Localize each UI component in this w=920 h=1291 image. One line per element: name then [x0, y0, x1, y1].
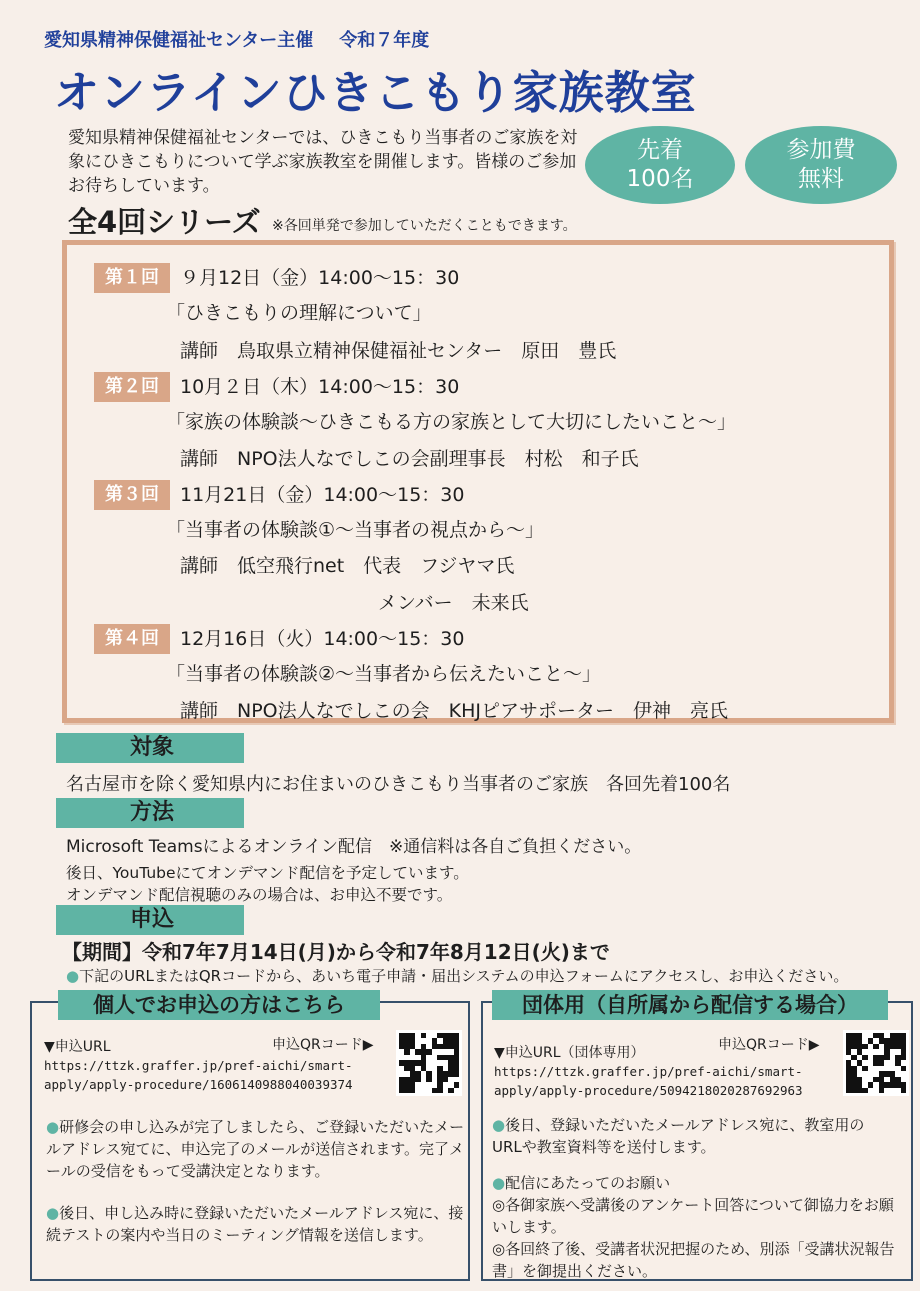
capacity-badge — [585, 126, 735, 204]
session-3-lecturer-2: メンバー 未来氏 — [378, 592, 529, 614]
individual-para-1-text: 研修会の申し込みが完了しましたら、ご登録いただいたメールアドレス宛てに、申込完了のメールが送信されます。完了メールの受信をもって受講決定となります。 — [46, 1118, 465, 1180]
organizer-line — [44, 26, 429, 52]
individual-qr-code[interactable] — [396, 1030, 462, 1096]
session-1-topic: 「ひきこもりの理解について」 — [166, 302, 432, 324]
individual-url-line-2[interactable]: apply/apply-procedure/1606140988040039374 — [44, 1077, 353, 1092]
session-2-date: 10月２日（木）14:00～15：30 — [180, 376, 460, 398]
session-1-date: ９月12日（金）14:00～15：30 — [180, 267, 460, 289]
bullet-dot-icon: ● — [66, 967, 80, 985]
group-notice-title-text: 配信にあたってのお願い — [505, 1174, 671, 1192]
individual-para-1 — [46, 1116, 466, 1182]
individual-qr-label: 申込QRコード▶ — [272, 1037, 374, 1053]
session-4-badge: 第４回 — [94, 624, 170, 654]
group-para-1-text: 後日、登録いただいたメールアドレス宛に、教室用のURLや教室資料等を送付します。 — [492, 1116, 865, 1156]
session-1-badge: 第１回 — [94, 263, 170, 293]
group-url-label: ▼申込URL（団体専用） — [494, 1045, 645, 1061]
qr-module — [901, 1088, 906, 1093]
session-3-topic: 「当事者の体験談①～当事者の視点から～」 — [166, 519, 545, 541]
session-4-topic: 「当事者の体験談②～当事者から伝えたいこと～」 — [166, 663, 602, 685]
group-qr-code[interactable] — [843, 1030, 909, 1096]
capacity-badge-bottom: 100名 — [626, 166, 694, 192]
series-note: ※各回単発で参加していただくこともできます。 — [272, 218, 577, 234]
fiscal-year: 令和７年度 — [339, 30, 430, 51]
bullet-dot-icon: ● — [46, 1204, 60, 1222]
session-1-lecturer: 講師 鳥取県立精神保健福祉センター 原田 豊氏 — [180, 340, 617, 362]
individual-apply-header: 個人でお申込の方はこちら — [58, 990, 380, 1020]
group-para-1 — [492, 1114, 892, 1158]
application-label: 申込 — [56, 905, 244, 935]
application-access — [66, 965, 848, 986]
group-url-line-1[interactable]: https://ttzk.graffer.jp/pref-aichi/smart- — [494, 1064, 803, 1079]
bullet-dot-icon: ● — [492, 1174, 506, 1192]
method-label: 方法 — [56, 798, 244, 828]
session-3-lecturer: 講師 低空飛行net 代表 フジヤマ氏 — [180, 555, 515, 577]
application-access-text: 下記のURLまたはQRコードから、あいち電子申請・届出システムの申込フォームにアクセスし、お申込ください。 — [79, 967, 849, 985]
group-apply-header: 団体用（自所属から配信する場合） — [492, 990, 888, 1020]
method-line-1: Microsoft Teamsによるオンライン配信 ※通信料は各自ご負担ください。 — [66, 837, 642, 857]
session-2-badge: 第２回 — [94, 372, 170, 402]
fee-badge — [745, 126, 897, 204]
group-qr-label: 申込QRコード▶ — [718, 1037, 820, 1053]
group-para-2 — [492, 1172, 906, 1282]
session-4-date: 12月16日（火）14:00～15：30 — [180, 628, 465, 650]
session-3-badge: 第３回 — [94, 480, 170, 510]
organizer-name: 愛知県精神保健福祉センター主催 — [44, 30, 314, 51]
session-4-lecturer: 講師 NPO法人なでしこの会 KHJピアサポーター 伊神 亮氏 — [180, 700, 728, 722]
group-notice-line-2: ◎各回終了後、受講者状況把握のため、別添「受講状況報告書」を御提出ください。 — [492, 1240, 895, 1280]
session-2-lecturer: 講師 NPO法人なでしこの会副理事長 村松 和子氏 — [180, 448, 639, 470]
fee-badge-top: 参加費 — [786, 137, 856, 163]
individual-url-line-1[interactable]: https://ttzk.graffer.jp/pref-aichi/smart- — [44, 1058, 353, 1073]
individual-para-2 — [46, 1202, 470, 1246]
target-text: 名古屋市を除く愛知県内にお住まいのひきこもり当事者のご家族 各回先着100名 — [66, 774, 731, 795]
method-line-3: オンデマンド配信視聴のみの場合は、お申込不要です。 — [66, 886, 453, 904]
application-period: 【期間】令和7年7月14日(月)から令和7年8月12日(火)まで — [62, 940, 610, 964]
fee-badge-bottom: 無料 — [798, 166, 844, 192]
capacity-badge-top: 先着 — [637, 137, 683, 163]
series-title: 全4回シリーズ — [68, 205, 261, 239]
page-title: オンラインひきこもり家族教室 — [54, 66, 697, 119]
target-label: 対象 — [56, 733, 244, 763]
bullet-dot-icon: ● — [492, 1116, 506, 1134]
bullet-dot-icon: ● — [46, 1118, 60, 1136]
individual-url-label: ▼申込URL — [44, 1039, 111, 1055]
method-line-2: 後日、YouTubeにてオンデマンド配信を予定しています。 — [66, 864, 469, 882]
intro-text: 愛知県精神保健福祉センターでは、ひきこもり当事者のご家族を対象にひきこもりについて学ぶ家族教室を開催します。皆様のご参加お待ちしています。 — [68, 128, 578, 196]
group-notice-title — [492, 1172, 906, 1194]
session-2-topic: 「家族の体験談～ひきこもる方の家族として大切にしたいこと～」 — [166, 411, 737, 433]
qr-module — [454, 1088, 459, 1093]
group-url-line-2[interactable]: apply/apply-procedure/5094218020287692963 — [494, 1083, 803, 1098]
session-3-date: 11月21日（金）14:00～15：30 — [180, 484, 465, 506]
group-notice-line-1: ◎各御家族へ受講後のアンケート回答について御協力をお願いします。 — [492, 1196, 894, 1236]
individual-para-2-text: 後日、申し込み時に登録いただいたメールアドレス宛に、接続テストの案内や当日のミーティング情報を送信します。 — [46, 1204, 464, 1244]
